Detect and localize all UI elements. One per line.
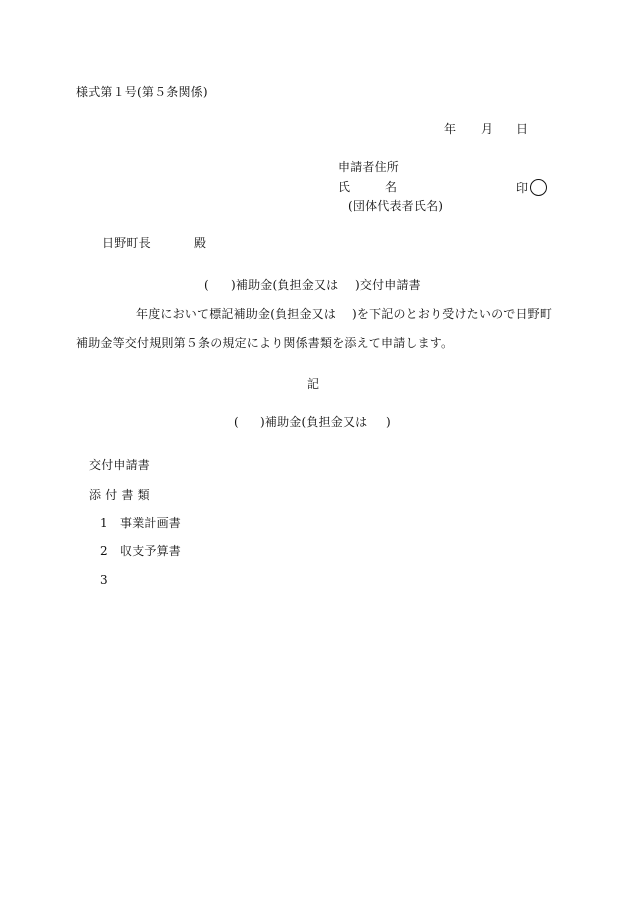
addressee-name: 日野町長 <box>102 236 151 250</box>
record-subsidy-text: )補助金(負担金又は <box>260 415 368 429</box>
record-close-paren: ) <box>386 415 391 429</box>
attachment-label-2: 収支予算書 <box>120 544 182 558</box>
addressee-honorific: 殿 <box>194 236 207 250</box>
title-subsidy-text: )補助金(負担金又は <box>231 278 339 292</box>
form-number: 様式第１号(第５条関係) <box>76 85 208 99</box>
date-day-label: 日 <box>516 122 529 136</box>
applicant-name-label-second: 名 <box>385 180 398 194</box>
date-month-label: 月 <box>481 122 494 136</box>
attachment-label-1: 事業計画書 <box>120 516 182 530</box>
body-line1-suffix: )を下記のとおり受けたいので日野町 <box>352 307 553 321</box>
attachment-number-2: 2 <box>100 544 108 558</box>
title-open-paren: ( <box>204 278 209 292</box>
applicant-address-label: 申請者住所 <box>338 160 400 174</box>
seal-mark <box>516 179 547 196</box>
body-line1-prefix: 年度において標記補助金(負担金又は <box>136 307 337 321</box>
seal-label: 印 <box>516 181 529 195</box>
attached-docs-label: 添 付 書 類 <box>89 488 150 502</box>
seal-circle-icon <box>530 179 547 196</box>
record-open-paren: ( <box>234 415 239 429</box>
item-application: 交付申請書 <box>89 458 151 472</box>
record-mark: 記 <box>307 377 320 391</box>
attachment-number-1: 1 <box>100 516 108 530</box>
body-line2: 補助金等交付規則第５条の規定により関係書類を添えて申請します。 <box>76 336 454 350</box>
representative-label: (団体代表者氏名) <box>348 199 444 213</box>
applicant-name-label-first: 氏 <box>338 180 351 194</box>
date-year-label: 年 <box>444 122 457 136</box>
title-suffix: )交付申請書 <box>355 278 421 292</box>
attachment-number-3: 3 <box>100 573 108 587</box>
